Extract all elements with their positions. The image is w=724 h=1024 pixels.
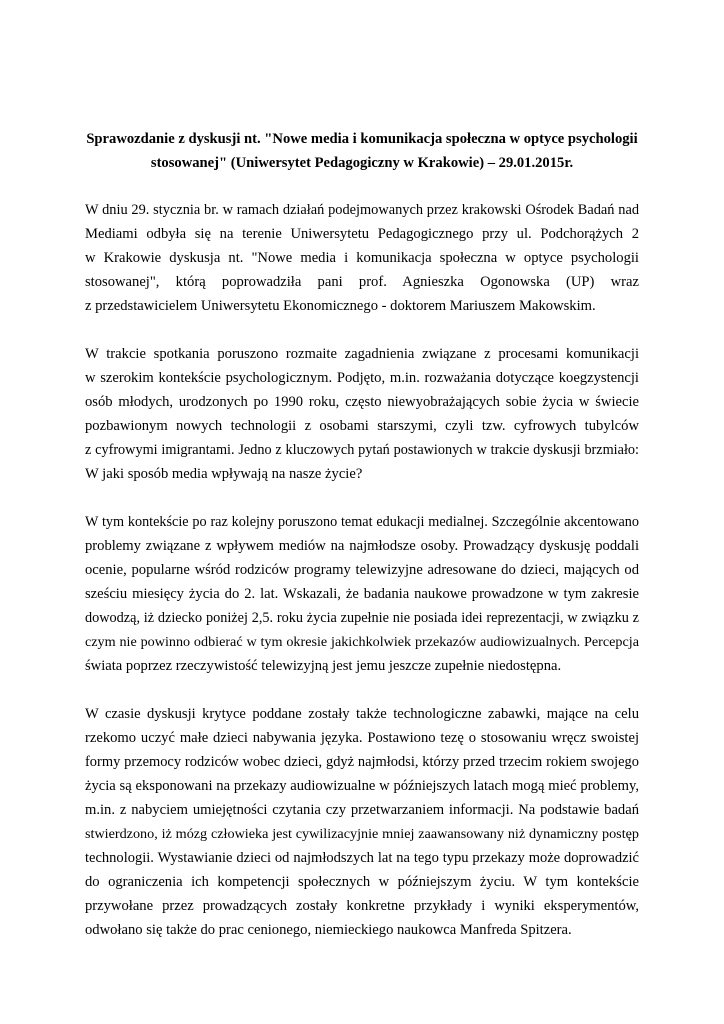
- text-line: do ograniczenia ich kompetencji społecznych w późniejszym życiu. W tym kontekście: [85, 874, 639, 890]
- text-line: W tym kontekście po raz kolejny poruszono temat edukacji medialnej. Szczególnie akcentowano: [85, 514, 639, 530]
- text-line: W czasie dyskusji krytyce poddane zostały także technologiczne zabawki, mające na celu: [85, 706, 639, 722]
- text-line: w Krakowie dyskusja nt. "Nowe media i komunikacja społeczna w optyce psychologii: [85, 250, 639, 266]
- text-line: W trakcie spotkania poruszono rozmaite zagadnienia związane z procesami komunikacji: [85, 346, 639, 362]
- title-line: Sprawozdanie z dyskusji nt. "Nowe media i komunikacja społeczna w optyce psychologii: [86, 131, 638, 147]
- text-line: W jaki sposób media wpływają na nasze życie?: [85, 466, 363, 482]
- paragraph-4: [85, 702, 639, 942]
- text-line: stosowanej", którą poprowadziła pani prof. Agnieszka Ogonowska (UP) wraz: [85, 274, 639, 290]
- text-line: stwierdzono, iż mózg człowieka jest cywilizacyjnie mniej zaawansowany niż dynamiczny postęp: [85, 826, 639, 842]
- text-line: problemy związane z wpływem mediów na najmłodsze osoby. Prowadzący dyskusję poddali: [85, 538, 639, 554]
- text-line: technologii. Wystawianie dzieci od najmłodszych lat na tego typu przekazy może doprowadzić: [85, 850, 639, 866]
- paragraph-2: [85, 342, 639, 486]
- text-line: Mediami odbyła się na terenie Uniwersytetu Pedagogicznego przy ul. Podchorążych 2: [85, 226, 639, 242]
- text-line: formy przemocy rodziców wobec dzieci, gdyż najmłodsi, którzy przed trzecim rokiem swojego: [85, 754, 639, 770]
- text-line: czym nie powinno odbierać w tym okresie jakichkolwiek przekazów audiowizualnych. Percepcja: [85, 634, 639, 650]
- text-line: świata poprzez rzeczywistość telewizyjną jest jemu jeszcze zupełnie niedostępna.: [85, 658, 562, 674]
- text-line: pozbawionym nowych technologii z osobami starszymi, czyli tzw. cyfrowych tubylców: [85, 418, 639, 434]
- text-line: dowodzą, iż dziecko poniżej 2,5. roku życia zupełnie nie posiada idei reprezentacji, w związku z: [85, 610, 639, 626]
- text-line: m.in. z nabyciem umiejętności czytania czy przetwarzaniem informacji. Na podstawie badań: [85, 802, 639, 818]
- text-line: ocenie, popularne wśród rodziców programy telewizyjne adresowane do dzieci, mających od: [85, 562, 639, 578]
- text-line: osób młodych, urodzonych po 1990 roku, często niewyobrażających sobie życia w świecie: [85, 394, 639, 410]
- text-line: sześciu miesięcy życia do 2. lat. Wskazali, że badania naukowe prowadzone w tym zakresie: [85, 586, 639, 602]
- text-line: odwołano się także do prac cenionego, niemieckiego naukowca Manfreda Spitzera.: [85, 922, 572, 938]
- text-line: z cyfrowymi imigrantami. Jedno z kluczowych pytań postawionych w trakcie dyskusji brzmiało:: [85, 442, 639, 458]
- text-line: W dniu 29. stycznia br. w ramach działań podejmowanych przez krakowski Ośrodek Badań nad: [85, 202, 639, 218]
- document-title: [85, 127, 639, 175]
- title-line: stosowanej" (Uniwersytet Pedagogiczny w Krakowie) – 29.01.2015r.: [150, 155, 574, 171]
- text-line: z przedstawicielem Uniwersytetu Ekonomicznego - doktorem Mariuszem Makowskim.: [85, 298, 596, 314]
- text-line: rzekomo uczyć małe dzieci nabywania języka. Postawiono tezę o stosowaniu wręcz swoistej: [85, 730, 639, 746]
- text-line: przywołane przez prowadzących zostały konkretne przykłady i wyniki eksperymentów,: [85, 898, 639, 914]
- text-line: w szerokim kontekście psychologicznym. Podjęto, m.in. rozważania dotyczące koegzystencji: [85, 370, 639, 386]
- document-page: [85, 127, 639, 966]
- paragraph-1: [85, 198, 639, 318]
- text-line: życia są eksponowani na przekazy audiowizualne w późniejszych latach mogą mieć problemy,: [85, 778, 639, 794]
- paragraph-3: [85, 510, 639, 678]
